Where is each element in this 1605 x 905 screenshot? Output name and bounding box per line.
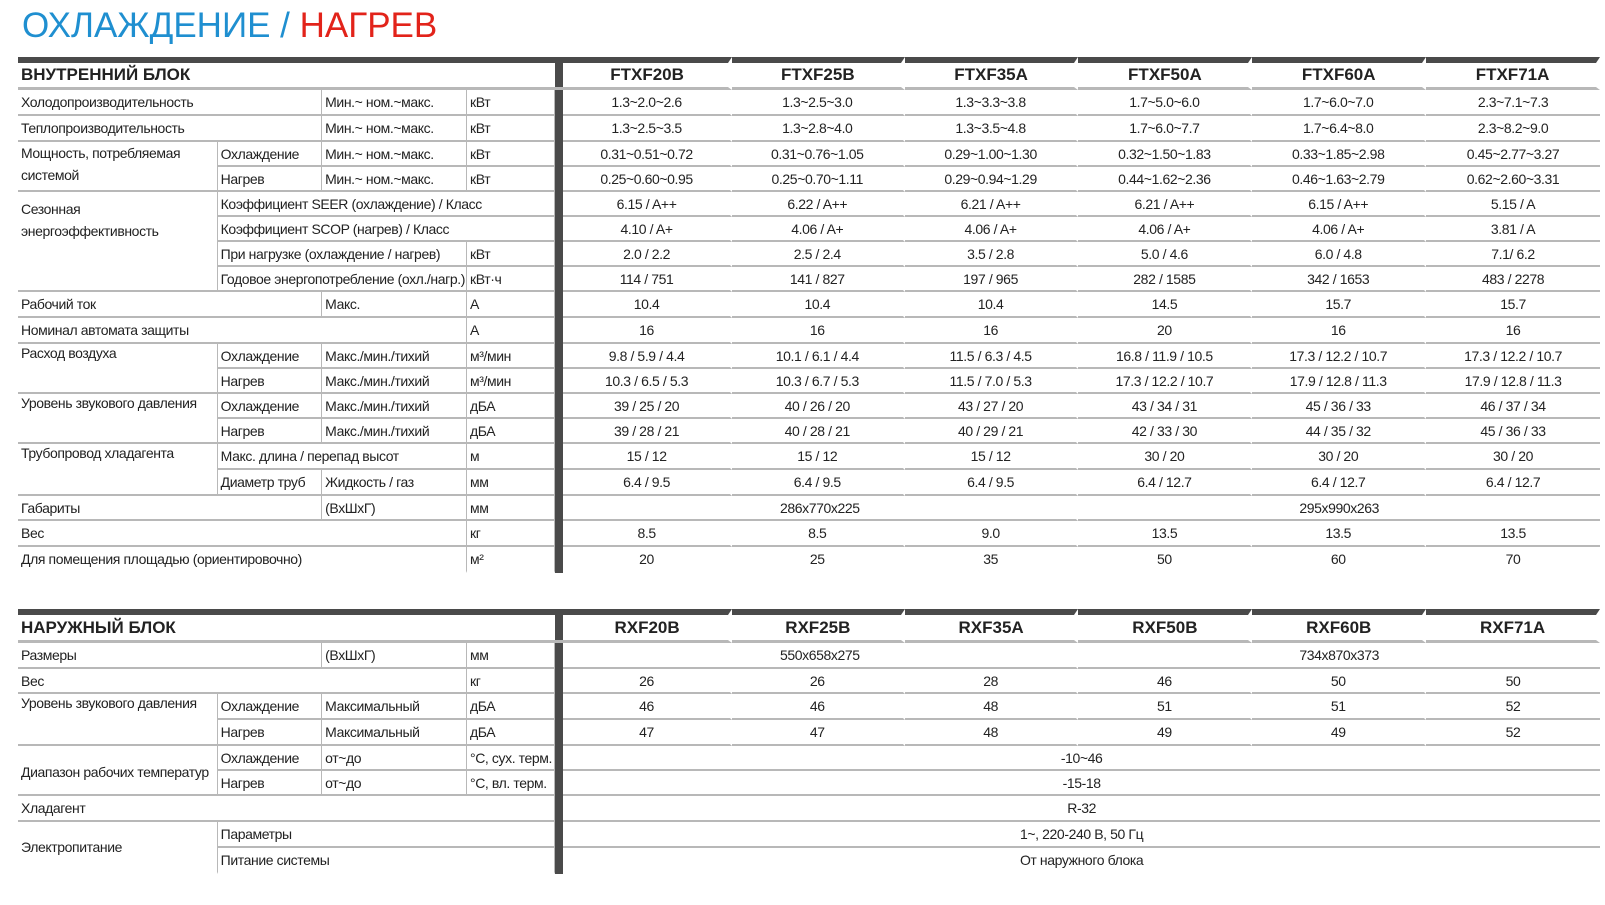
column-divider [555, 90, 563, 116]
indoor-header-label: ВНУТРЕННИЙ БЛОК [18, 57, 555, 90]
row-label: Вес [18, 669, 467, 694]
value-cell: 0.29~0.94~1.29 [905, 167, 1079, 192]
column-divider [555, 242, 563, 267]
value-cell: 15 / 12 [563, 444, 732, 470]
value-cell: 45 / 36 / 33 [1252, 394, 1426, 419]
table-row [18, 822, 1600, 848]
value-cell: 5.0 / 4.6 [1078, 242, 1252, 267]
column-divider [555, 848, 563, 874]
value-cell: 2.3~7.1~7.3 [1426, 90, 1600, 116]
outdoor-model-6: RXF71A [1426, 609, 1600, 643]
column-divider [555, 796, 563, 822]
table-row [18, 90, 1600, 116]
value-cell: 20 [563, 547, 732, 573]
value-cell: -15-18 [563, 771, 1600, 796]
table-row [18, 694, 1600, 720]
value-cell: 17.9 / 12.8 / 11.3 [1252, 369, 1426, 394]
value-cell: 46 / 37 / 34 [1426, 394, 1600, 419]
value-cell: 3.81 / A [1426, 217, 1600, 242]
title-separator: / [270, 6, 300, 45]
value-cell: 48 [905, 720, 1079, 746]
column-divider [555, 292, 563, 318]
row-unit: А [467, 292, 555, 318]
row-mode: Охлаждение [218, 694, 322, 720]
row-param: Мин.~ ном.~макс. [322, 142, 467, 167]
value-cell: 10.3 / 6.7 / 5.3 [732, 369, 905, 394]
table-row [18, 318, 1600, 344]
row-param: Коэффициент SEER (охлаждение) / Класс [218, 192, 555, 217]
table-row [18, 192, 1600, 217]
value-cell: 17.3 / 12.2 / 10.7 [1252, 344, 1426, 369]
value-cell: 1.3~2.5~3.0 [732, 90, 905, 116]
value-cell: 1.7~6.4~8.0 [1252, 116, 1426, 142]
row-mode: Нагрев [218, 419, 322, 444]
value-cell: 0.33~1.85~2.98 [1252, 142, 1426, 167]
row-param: Мин.~ ном.~макс. [322, 167, 467, 192]
column-divider [555, 694, 563, 720]
row-unit: м³/мин [467, 369, 555, 394]
value-cell: 46 [563, 694, 732, 720]
value-cell: 6.4 / 12.7 [1078, 470, 1252, 496]
value-cell: 6.21 / A++ [905, 192, 1079, 217]
value-cell: 734x870x373 [1078, 643, 1600, 669]
outdoor-model-2: RXF25B [732, 609, 905, 643]
table-row [18, 444, 1600, 470]
table-row [18, 470, 1600, 496]
value-cell: 6.0 / 4.8 [1252, 242, 1426, 267]
column-divider [555, 344, 563, 369]
value-cell: 6.22 / A++ [732, 192, 905, 217]
table-row [18, 267, 1600, 292]
indoor-model-3: FTXF35A [905, 57, 1079, 90]
outdoor-header-row [18, 609, 1600, 643]
value-cell: 11.5 / 7.0 / 5.3 [905, 369, 1079, 394]
value-cell: 16 [1252, 318, 1426, 344]
value-cell: 15 / 12 [905, 444, 1079, 470]
value-cell: 13.5 [1078, 521, 1252, 547]
value-cell: 7.1/ 6.2 [1426, 242, 1600, 267]
row-param: (ВхШхГ) [322, 643, 467, 669]
column-divider [555, 444, 563, 470]
table-row [18, 419, 1600, 444]
row-label: Размеры [18, 643, 322, 669]
row-unit: кВт [467, 167, 555, 192]
row-param: Максимальный [322, 720, 467, 746]
value-cell: 3.5 / 2.8 [905, 242, 1079, 267]
column-divider [555, 192, 563, 217]
row-param: Параметры [218, 822, 555, 848]
value-cell: 550x658x275 [563, 643, 1078, 669]
row-unit: мм [467, 496, 555, 521]
value-cell: 30 / 20 [1252, 444, 1426, 470]
column-divider [555, 521, 563, 547]
row-unit: дБА [467, 694, 555, 720]
row-unit: кг [467, 521, 555, 547]
value-cell: 20 [1078, 318, 1252, 344]
row-param: Макс./мин./тихий [322, 419, 467, 444]
column-divider [555, 771, 563, 796]
value-cell: 40 / 26 / 20 [732, 394, 905, 419]
row-unit: кВт·ч [467, 267, 555, 292]
value-cell: 1.3~2.0~2.6 [563, 90, 732, 116]
column-divider [555, 142, 563, 167]
table-row [18, 142, 1600, 167]
row-unit: м² [467, 547, 555, 573]
table-row [18, 521, 1600, 547]
value-cell: 8.5 [563, 521, 732, 547]
row-label: Холодопроизводительность [18, 90, 322, 116]
outdoor-model-3: RXF35A [905, 609, 1079, 643]
value-cell: 16 [1426, 318, 1600, 344]
outdoor-header-label: НАРУЖНЫЙ БЛОК [18, 609, 555, 643]
value-cell: 30 / 20 [1426, 444, 1600, 470]
row-unit: мм [467, 643, 555, 669]
row-unit: кг [467, 669, 555, 694]
value-cell: 6.4 / 9.5 [905, 470, 1079, 496]
row-param: Мин.~ ном.~макс. [322, 116, 467, 142]
row-unit: м [467, 444, 555, 470]
value-cell: 15 / 12 [732, 444, 905, 470]
value-cell: 43 / 27 / 20 [905, 394, 1079, 419]
value-cell: 0.44~1.62~2.36 [1078, 167, 1252, 192]
value-cell: 40 / 28 / 21 [732, 419, 905, 444]
column-divider [555, 643, 563, 669]
row-label: Для помещения площадью (ориентировочно) [18, 547, 467, 573]
value-cell: 1.7~6.0~7.7 [1078, 116, 1252, 142]
column-divider [555, 318, 563, 344]
value-cell: 114 / 751 [563, 267, 732, 292]
outdoor-spec-table [18, 609, 1600, 874]
value-cell: 50 [1426, 669, 1600, 694]
row-param: Макс. [322, 292, 467, 318]
table-row [18, 394, 1600, 419]
title-cooling: ОХЛАЖДЕНИЕ [22, 6, 271, 45]
table-row [18, 796, 1600, 822]
value-cell: 6.15 / A++ [1252, 192, 1426, 217]
value-cell: 39 / 25 / 20 [563, 394, 732, 419]
row-param: от~до [322, 746, 467, 771]
table-row [18, 547, 1600, 573]
value-cell: 10.1 / 6.1 / 4.4 [732, 344, 905, 369]
column-divider [555, 217, 563, 242]
value-cell: 6.21 / A++ [1078, 192, 1252, 217]
row-label: Номинал автомата защиты [18, 318, 467, 344]
value-cell: 0.25~0.70~1.11 [732, 167, 905, 192]
row-label: Хладагент [18, 796, 555, 822]
row-param: Макс./мин./тихий [322, 344, 467, 369]
value-cell: 13.5 [1426, 521, 1600, 547]
value-cell: 49 [1078, 720, 1252, 746]
table-row [18, 242, 1600, 267]
row-mode: Охлаждение [218, 394, 322, 419]
row-param: При нагрузке (охлаждение / нагрев) [218, 242, 467, 267]
table-row [18, 116, 1600, 142]
value-cell: 28 [905, 669, 1079, 694]
value-cell: 46 [732, 694, 905, 720]
value-cell: 0.32~1.50~1.83 [1078, 142, 1252, 167]
indoor-model-2: FTXF25B [732, 57, 905, 90]
row-unit: м³/мин [467, 344, 555, 369]
table-row [18, 344, 1600, 369]
value-cell: 483 / 2278 [1426, 267, 1600, 292]
row-unit: дБА [467, 394, 555, 419]
value-cell: 6.4 / 12.7 [1252, 470, 1426, 496]
row-unit: дБА [467, 720, 555, 746]
row-param: от~до [322, 771, 467, 796]
value-cell: 342 / 1653 [1252, 267, 1426, 292]
row-param: Максимальный [322, 694, 467, 720]
value-cell: 16 [905, 318, 1079, 344]
table-row [18, 771, 1600, 796]
row-mode: Охлаждение [218, 746, 322, 771]
column-divider [555, 720, 563, 746]
value-cell: 4.06 / A+ [732, 217, 905, 242]
value-cell: 14.5 [1078, 292, 1252, 318]
row-mode: Охлаждение [218, 142, 322, 167]
value-cell: 60 [1252, 547, 1426, 573]
value-cell: 6.4 / 9.5 [563, 470, 732, 496]
value-cell: 47 [732, 720, 905, 746]
value-cell: 286x770x225 [563, 496, 1078, 521]
value-cell: 10.3 / 6.5 / 5.3 [563, 369, 732, 394]
row-mode: Нагрев [218, 167, 322, 192]
row-param: Жидкость / газ [322, 470, 467, 496]
row-label: Трубопровод хладагента [18, 444, 218, 496]
value-cell: 2.5 / 2.4 [732, 242, 905, 267]
value-cell: 15.7 [1426, 292, 1600, 318]
table-row [18, 643, 1600, 669]
value-cell: 39 / 28 / 21 [563, 419, 732, 444]
indoor-model-6: FTXF71A [1426, 57, 1600, 90]
value-cell: 43 / 34 / 31 [1078, 394, 1252, 419]
value-cell: 0.25~0.60~0.95 [563, 167, 732, 192]
value-cell: 1.7~6.0~7.0 [1252, 90, 1426, 116]
value-cell: 1.3~3.3~3.8 [905, 90, 1079, 116]
value-cell: 0.62~2.60~3.31 [1426, 167, 1600, 192]
row-label: Мощность, потребляемая системой [18, 142, 218, 192]
title-heating: НАГРЕВ [299, 6, 438, 45]
value-cell: 40 / 29 / 21 [905, 419, 1079, 444]
row-param: Макс. длина / перепад высот [218, 444, 467, 470]
value-cell: R-32 [563, 796, 1600, 822]
value-cell: 44 / 35 / 32 [1252, 419, 1426, 444]
value-cell: 0.45~2.77~3.27 [1426, 142, 1600, 167]
column-divider [555, 496, 563, 521]
outdoor-model-4: RXF50B [1078, 609, 1252, 643]
outdoor-model-5: RXF60B [1252, 609, 1426, 643]
value-cell: 1.7~5.0~6.0 [1078, 90, 1252, 116]
value-cell: 50 [1078, 547, 1252, 573]
value-cell: 2.3~8.2~9.0 [1426, 116, 1600, 142]
value-cell: 6.4 / 12.7 [1426, 470, 1600, 496]
column-divider [555, 822, 563, 848]
column-divider [555, 547, 563, 573]
row-label: Теплопроизводительность [18, 116, 322, 142]
row-unit: кВт [467, 142, 555, 167]
value-cell: 8.5 [732, 521, 905, 547]
value-cell: 1.3~2.8~4.0 [732, 116, 905, 142]
row-param: Годовое энергопотребление (охл./нагр.) [218, 267, 467, 292]
table-row [18, 217, 1600, 242]
row-param: Макс./мин./тихий [322, 394, 467, 419]
value-cell: 16 [563, 318, 732, 344]
value-cell: 295x990x263 [1078, 496, 1600, 521]
value-cell: 46 [1078, 669, 1252, 694]
indoor-spec-table [18, 57, 1600, 573]
column-divider [555, 369, 563, 394]
value-cell: 6.15 / A++ [563, 192, 732, 217]
row-mode: Охлаждение [218, 344, 322, 369]
row-param: (ВхШхГ) [322, 496, 467, 521]
value-cell: 4.10 / A+ [563, 217, 732, 242]
table-row [18, 720, 1600, 746]
value-cell: 26 [563, 669, 732, 694]
value-cell: 0.46~1.63~2.79 [1252, 167, 1426, 192]
row-mode: Диаметр труб [218, 470, 322, 496]
page-title [22, 6, 437, 46]
row-param: Питание системы [218, 848, 555, 874]
column-divider [555, 419, 563, 444]
value-cell: 0.31~0.51~0.72 [563, 142, 732, 167]
value-cell: 6.4 / 9.5 [732, 470, 905, 496]
table-row [18, 167, 1600, 192]
indoor-model-1: FTXF20B [563, 57, 732, 90]
indoor-model-5: FTXF60A [1252, 57, 1426, 90]
value-cell: 25 [732, 547, 905, 573]
value-cell: 17.3 / 12.2 / 10.7 [1078, 369, 1252, 394]
value-cell: 9.8 / 5.9 / 4.4 [563, 344, 732, 369]
value-cell: От наружного блока [1019, 852, 1144, 868]
value-cell: 282 / 1585 [1078, 267, 1252, 292]
column-divider [555, 609, 563, 643]
row-unit: кВт [467, 116, 555, 142]
value-cell: 0.29~1.00~1.30 [905, 142, 1079, 167]
value-cell: 52 [1426, 694, 1600, 720]
row-mode: Нагрев [218, 771, 322, 796]
row-label: Габариты [18, 496, 322, 521]
row-unit: мм [467, 470, 555, 496]
value-cell: 5.15 / A [1426, 192, 1600, 217]
value-cell: 17.3 / 12.2 / 10.7 [1426, 344, 1600, 369]
row-unit: °С, вл. терм. [467, 771, 555, 796]
table-row [18, 746, 1600, 771]
table-row [18, 292, 1600, 318]
value-cell: 10.4 [563, 292, 732, 318]
value-cell: 1.3~3.5~4.8 [905, 116, 1079, 142]
row-param: Макс./мин./тихий [322, 369, 467, 394]
value-cell: 15.7 [1252, 292, 1426, 318]
table-row [18, 848, 1600, 874]
value-cell: 42 / 33 / 30 [1078, 419, 1252, 444]
value-cell: 141 / 827 [732, 267, 905, 292]
row-label: Сезонная энергоэффективность [18, 192, 218, 292]
indoor-header-row [18, 57, 1600, 90]
value-cell: 51 [1078, 694, 1252, 720]
row-label: Электропитание [18, 822, 218, 874]
row-label: Расход воздуха [18, 344, 218, 394]
table-row [18, 369, 1600, 394]
row-unit: кВт [467, 90, 555, 116]
column-divider [555, 267, 563, 292]
value-cell: -10~46 [563, 746, 1600, 771]
value-cell: 47 [563, 720, 732, 746]
value-cell: 197 / 965 [905, 267, 1079, 292]
row-unit: дБА [467, 419, 555, 444]
table-row [18, 669, 1600, 694]
row-label: Уровень звукового давления [18, 394, 218, 444]
value-cell: 13.5 [1252, 521, 1426, 547]
value-cell: 16 [732, 318, 905, 344]
value-cell: 11.5 / 6.3 / 4.5 [905, 344, 1079, 369]
column-divider [555, 57, 563, 90]
value-cell: 2.0 / 2.2 [563, 242, 732, 267]
row-param: Мин.~ ном.~макс. [322, 90, 467, 116]
value-cell: 4.06 / A+ [1078, 217, 1252, 242]
value-cell: 1~, 220-240 В, 50 Гц [563, 822, 1600, 848]
row-param: Коэффициент SCOP (нагрев) / Класс [218, 217, 555, 242]
value-cell: 70 [1505, 551, 1521, 567]
value-cell: 48 [905, 694, 1079, 720]
value-cell: 49 [1252, 720, 1426, 746]
value-cell: 26 [732, 669, 905, 694]
column-divider [555, 470, 563, 496]
column-divider [555, 394, 563, 419]
value-cell: 16.8 / 11.9 / 10.5 [1078, 344, 1252, 369]
value-cell: 30 / 20 [1078, 444, 1252, 470]
value-cell: 9.0 [905, 521, 1079, 547]
value-cell: 4.06 / A+ [905, 217, 1079, 242]
row-label: Вес [18, 521, 467, 547]
row-unit: °С, сух. терм. [467, 746, 555, 771]
row-label: Диапазон рабочих температур [18, 746, 218, 796]
row-label: Рабочий ток [18, 292, 322, 318]
value-cell: 51 [1252, 694, 1426, 720]
value-cell: 45 / 36 / 33 [1426, 419, 1600, 444]
table-row [18, 496, 1600, 521]
value-cell: 4.06 / A+ [1252, 217, 1426, 242]
value-cell: 52 [1426, 720, 1600, 746]
row-mode: Нагрев [218, 720, 322, 746]
column-divider [555, 116, 563, 142]
row-label: Уровень звукового давления [18, 694, 218, 746]
value-cell: 0.31~0.76~1.05 [732, 142, 905, 167]
value-cell: 50 [1252, 669, 1426, 694]
value-cell: 35 [905, 547, 1079, 573]
value-cell: 10.4 [905, 292, 1079, 318]
value-cell: 10.4 [732, 292, 905, 318]
value-cell: 17.9 / 12.8 / 11.3 [1426, 369, 1600, 394]
outdoor-model-1: RXF20B [563, 609, 732, 643]
row-unit: кВт [467, 242, 555, 267]
row-unit: А [467, 318, 555, 344]
indoor-model-4: FTXF50A [1078, 57, 1252, 90]
column-divider [555, 746, 563, 771]
value-cell: 1.3~2.5~3.5 [563, 116, 732, 142]
column-divider [555, 167, 563, 192]
column-divider [555, 669, 563, 694]
row-mode: Нагрев [218, 369, 322, 394]
